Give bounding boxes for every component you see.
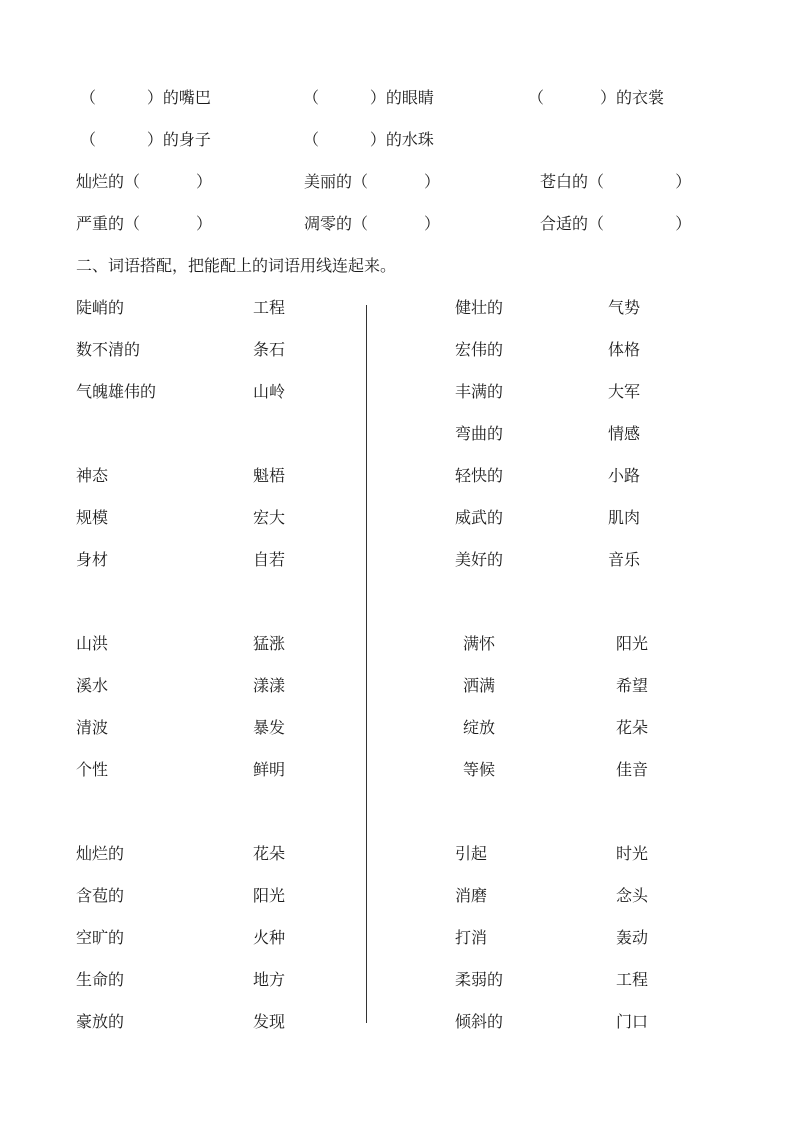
match-left-word: 弯曲的 (455, 424, 504, 443)
match-right-word: 时光 (616, 844, 649, 863)
match-right-word: 花朵 (253, 844, 286, 863)
match-left-word: 引起 (455, 844, 488, 863)
match-left-word: 等候 (463, 760, 496, 779)
match-right-word: 小路 (608, 466, 641, 485)
match-left-word: 洒满 (463, 676, 496, 695)
fill-item: 凋零的（ ） (304, 214, 440, 233)
column-divider (366, 305, 367, 1023)
match-left-word: 个性 (76, 760, 109, 779)
match-left-word: 消磨 (455, 886, 488, 905)
match-left-word: 打消 (455, 928, 488, 947)
match-left-word: 神态 (76, 466, 109, 485)
match-right-word: 条石 (253, 340, 286, 359)
fill-item: （ ）的身子 (80, 130, 211, 149)
match-left-word: 生命的 (76, 970, 125, 989)
fill-item: （ ）的水珠 (303, 130, 434, 149)
fill-item: （ ）的眼睛 (303, 88, 434, 107)
match-left-word: 身材 (76, 550, 109, 569)
match-left-word: 山洪 (76, 634, 109, 653)
match-right-word: 发现 (253, 1012, 286, 1031)
match-right-word: 佳音 (616, 760, 649, 779)
fill-item: 严重的（ ） (76, 214, 212, 233)
match-right-word: 肌肉 (608, 508, 641, 527)
fill-item: 苍白的（ ） (540, 172, 692, 191)
match-right-word: 工程 (616, 970, 649, 989)
match-left-word: 数不清的 (76, 340, 141, 359)
match-left-word: 绽放 (463, 718, 496, 737)
match-right-word: 阳光 (253, 886, 286, 905)
match-right-word: 漾漾 (253, 676, 286, 695)
fill-item: 合适的（ ） (540, 214, 692, 233)
match-right-word: 希望 (616, 676, 649, 695)
fill-item: （ ）的衣裳 (528, 88, 664, 107)
match-left-word: 柔弱的 (455, 970, 504, 989)
match-right-word: 门口 (616, 1012, 649, 1031)
match-right-word: 火种 (253, 928, 286, 947)
match-left-word: 美好的 (455, 550, 504, 569)
match-left-word: 轻快的 (455, 466, 504, 485)
fill-item: 美丽的（ ） (304, 172, 440, 191)
match-right-word: 宏大 (253, 508, 286, 527)
match-right-word: 气势 (608, 298, 641, 317)
match-left-word: 倾斜的 (455, 1012, 504, 1031)
match-right-word: 地方 (253, 970, 286, 989)
match-right-word: 音乐 (608, 550, 641, 569)
match-left-word: 威武的 (455, 508, 504, 527)
match-right-word: 鲜明 (253, 760, 286, 779)
match-left-word: 含苞的 (76, 886, 125, 905)
match-right-word: 体格 (608, 340, 641, 359)
section-title: 二、词语搭配，把能配上的词语用线连起来。 (76, 256, 397, 275)
match-right-word: 工程 (253, 298, 286, 317)
match-left-word: 规模 (76, 508, 109, 527)
match-right-word: 情感 (608, 424, 641, 443)
match-left-word: 空旷的 (76, 928, 125, 947)
match-left-word: 宏伟的 (455, 340, 504, 359)
match-right-word: 轰动 (616, 928, 649, 947)
match-left-word: 灿烂的 (76, 844, 125, 863)
fill-item: （ ）的嘴巴 (80, 88, 211, 107)
match-right-word: 大军 (608, 382, 641, 401)
match-right-word: 自若 (253, 550, 286, 569)
match-right-word: 阳光 (616, 634, 649, 653)
match-left-word: 清波 (76, 718, 109, 737)
match-right-word: 念头 (616, 886, 649, 905)
match-right-word: 魁梧 (253, 466, 286, 485)
match-left-word: 健壮的 (455, 298, 504, 317)
match-right-word: 暴发 (253, 718, 286, 737)
match-right-word: 山岭 (253, 382, 286, 401)
fill-item: 灿烂的（ ） (76, 172, 212, 191)
match-left-word: 丰满的 (455, 382, 504, 401)
match-left-word: 陡峭的 (76, 298, 125, 317)
match-left-word: 满怀 (463, 634, 496, 653)
match-left-word: 气魄雄伟的 (76, 382, 157, 401)
match-left-word: 溪水 (76, 676, 109, 695)
match-right-word: 花朵 (616, 718, 649, 737)
match-left-word: 豪放的 (76, 1012, 125, 1031)
match-right-word: 猛涨 (253, 634, 286, 653)
